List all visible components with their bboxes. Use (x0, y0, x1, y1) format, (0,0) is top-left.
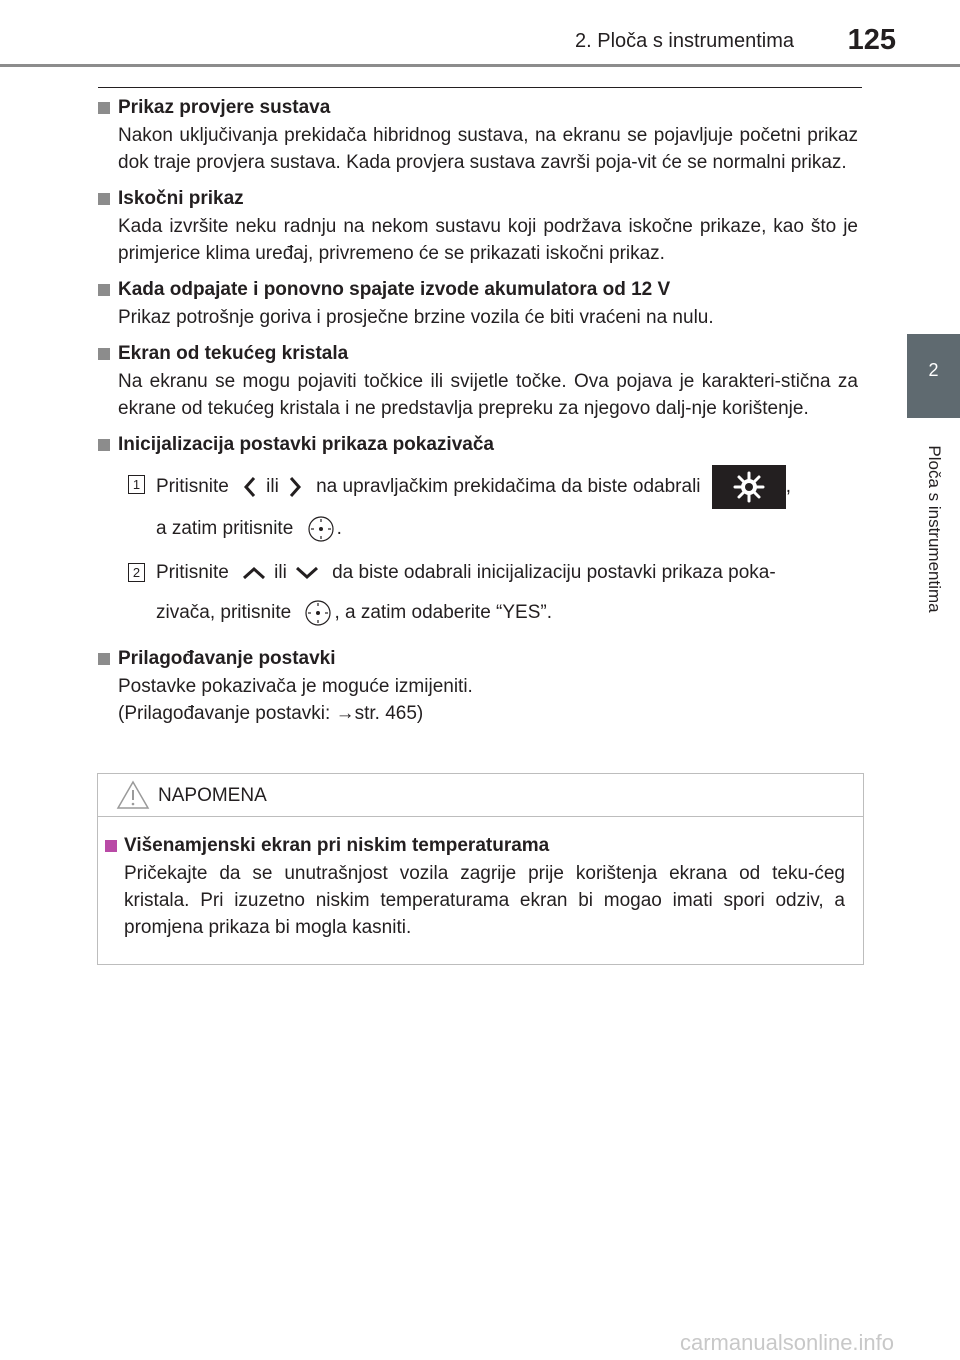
section-title: Prilagođavanje postavki (98, 645, 858, 673)
page-number: 125 (847, 24, 896, 56)
chevron-right-icon (287, 476, 303, 498)
arrow-icon: → (335, 703, 355, 724)
side-tab-label (907, 425, 960, 635)
step-2: 2 Pritisnite ili da biste odabrali inicijalizaciju postavki prikaza poka- zivača, pritisnite , a zatim odaberite “YES”. (98, 553, 858, 633)
step-number: 2 (128, 563, 145, 582)
chapter-title: 2. Ploča s instrumentima (575, 30, 794, 52)
section-body: Na ekranu se mogu pojaviti točkice ili svijetle točke. Ova pojava je karakteri-stična za ekrane od tekućeg kristala i ne predstavlja prepreku za njegovo dalj-nje korištenje. (118, 371, 858, 419)
header-rule (0, 64, 960, 67)
section-body: Nakon uključivanja prekidača hibridnog sustava, na ekranu se pojavljuje početni prikaz dok traje provjera sustava. Kada provjera sustava završi poja-vit će se normalni prikaz. (118, 125, 858, 173)
notice-title: NAPOMENA (158, 785, 267, 806)
side-tab-text: Ploča s instrumentima (924, 445, 944, 613)
ok-dial-icon (304, 599, 332, 627)
step-number: 1 (128, 475, 145, 494)
ok-dial-icon (307, 515, 335, 543)
settings-gear-icon (712, 465, 786, 509)
bullet-square (98, 653, 110, 665)
bullet-square (98, 102, 110, 114)
notice-body: Pričekajte da se unutrašnjost vozila zagrije prije korištenja ekrana od teku-ćeg kristala. Pri izuzetno niskim temperaturama ekran bi mogao imati spori odziv, a promjena prikaza bi mogla kasniti. (124, 863, 845, 938)
chevron-down-icon (295, 565, 319, 581)
chevron-left-icon (242, 476, 258, 498)
bullet-square (98, 193, 110, 205)
footer-watermark: carmanualsonline.info (680, 1330, 895, 1355)
bullet-square (98, 348, 110, 360)
section-body: Kada izvršite neku radnju na nekom sustavu koji podržava iskočne prikaze, kao što je primjerice klima uređaj, privremeno će se prikazati iskočni prikaz. (118, 216, 858, 264)
side-tab-number: 2 (907, 334, 960, 418)
notice-box (97, 773, 864, 965)
notice-section-title: Višenamjenski ekran pri niskim temperaturama (98, 817, 863, 860)
top-divider (98, 87, 862, 88)
warning-triangle-icon (116, 780, 150, 810)
bullet-square (98, 439, 110, 451)
section-title: Inicijalizacija postavki prikaza pokazivača (98, 431, 858, 459)
section-title: Prikaz provjere sustava (98, 94, 858, 122)
notice-header (98, 774, 863, 817)
section-title: Iskočni prikaz (98, 185, 858, 213)
notice-bullet-square (105, 840, 117, 852)
section-body: Postavke pokazivača je moguće izmijeniti. (Prilagođavanje postavki: →str. 465) (118, 676, 473, 724)
main-content (98, 94, 858, 736)
bullet-square (98, 284, 110, 296)
section-body: Prikaz potrošnje goriva i prosječne brzine vozila će biti vraćeni na nulu. (118, 307, 714, 328)
section-title: Ekran od tekućeg kristala (98, 340, 858, 368)
step-1: 1 Pritisnite ili na upravljačkim prekidačima da biste odabrali , a zatim pritisnite . (98, 465, 858, 549)
chevron-up-icon (242, 565, 266, 581)
section-title: Kada odpajate i ponovno spajate izvode akumulatora od 12 V (98, 276, 858, 304)
